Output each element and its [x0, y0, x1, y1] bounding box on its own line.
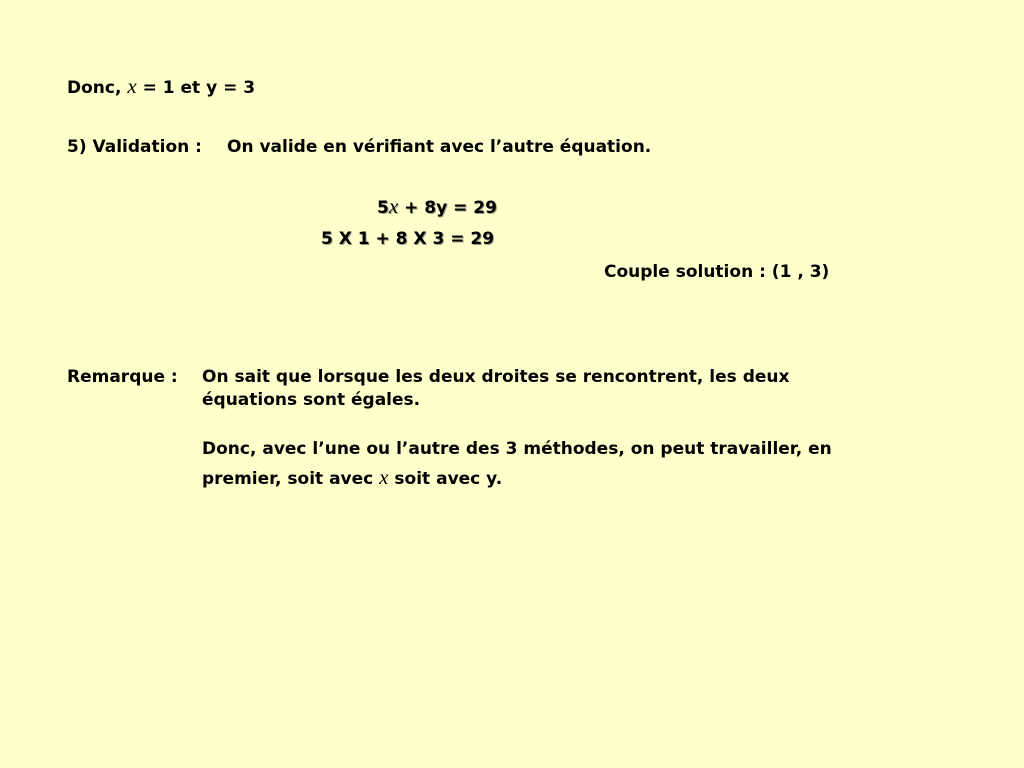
- remarque-label: Remarque :: [67, 367, 178, 387]
- validation-text: On valide en vérifiant avec l’autre équation.: [227, 137, 652, 157]
- equation-1-variable: x: [388, 194, 399, 218]
- equation-1-rest: + 8y = 29: [404, 198, 497, 218]
- conclusion-line: [67, 74, 255, 99]
- conclusion-rest: = 1 et y = 3: [142, 78, 256, 98]
- remarque-line-4-suffix: soit avec y.: [394, 469, 503, 489]
- remarque-line-4-variable: x: [379, 465, 389, 489]
- conclusion-variable: x: [127, 74, 137, 98]
- remarque-line-4-prefix: premier, soit avec: [202, 469, 374, 489]
- conclusion-prefix: Donc,: [67, 78, 122, 98]
- validation-label: 5) Validation :: [67, 137, 202, 157]
- remarque-line-2: équations sont égales.: [202, 390, 421, 410]
- remarque-paragraph-2: [202, 438, 832, 491]
- remarque-paragraph-1: [202, 366, 789, 412]
- equation-1: [377, 194, 497, 219]
- remarque-line-3: Donc, avec l’une ou l’autre des 3 méthodes, on peut travailler, en: [202, 439, 832, 459]
- remarque-line-4: [202, 466, 832, 491]
- equation-2: 5 X 1 + 8 X 3 = 29: [321, 229, 495, 249]
- remarque-line-1: On sait que lorsque les deux droites se rencontrent, les deux: [202, 367, 790, 387]
- solution-couple: Couple solution : (1 , 3): [604, 262, 830, 282]
- equation-1-prefix: 5: [377, 198, 389, 218]
